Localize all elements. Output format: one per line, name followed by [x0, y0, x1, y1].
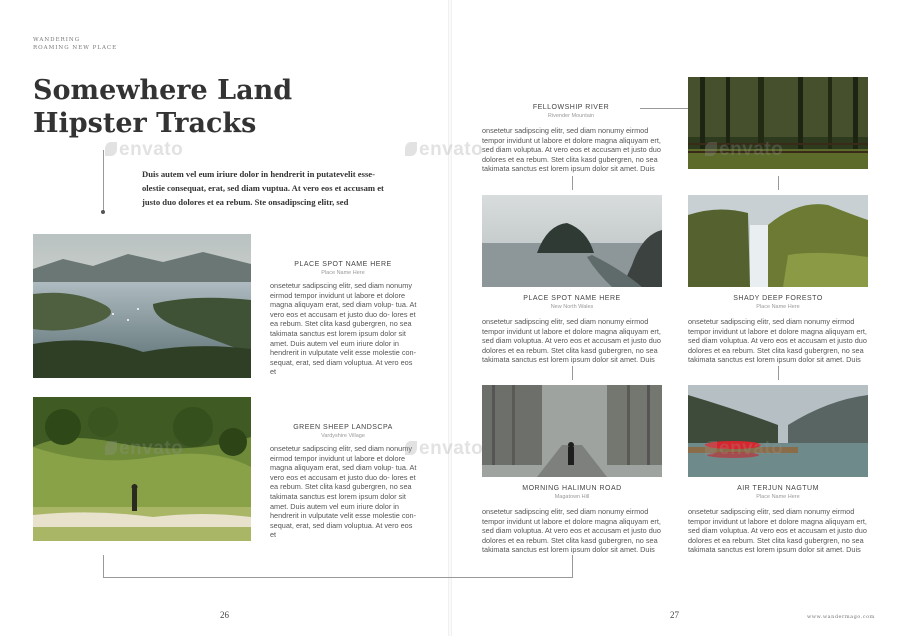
spot-body-2: onsetetur sadipscing elitr, sed diam nonumy eirmod tempor invidunt ut labore et dolore magna aliquyam erat, sed diam volup- tua. At vero eos et accusam et justo duo do- lores et ea rebum. Stet clita kasd gubergren, no sea takimata sanctus est lorem ipsum dolor sit amet. Duis autem vel eum iriure dolor in hendrerit in vulputate velit esse molestie con- sequat, erat, sed diam voluptua. At vero eos et [270, 444, 417, 540]
spot-body-4: onsetetur sadipscing elitr, sed diam nonumy eirmod tempor invidunt ut labore et dolore magna aliquyam ert, sed diam voluptua. At vero eos et accusam et justo duo dolores et ea rebum. Stet clita kasd gubergren, no sea takimata sanctus est lorem ipsum dolor sit amet. Duis [482, 317, 661, 365]
photo-lake-red-boat [688, 385, 868, 477]
headline-connector-dot [101, 210, 105, 214]
bracket-bottom [103, 577, 573, 578]
photo-forest-fence [688, 77, 868, 169]
magazine-brand [33, 36, 117, 52]
page-number-right: 27 [670, 610, 679, 620]
photo-waterfall-cliff [688, 195, 868, 287]
spot-subtitle: Place Name Here [756, 494, 800, 500]
spot-caption-1 [268, 261, 418, 276]
spot-subtitle: Magatown Hill [554, 494, 590, 500]
spot-caption-7 [688, 485, 868, 500]
spot-body-6: onsetetur sadipscing elitr, sed diam nonumy eirmod tempor invidunt ut labore et dolore magna aliquyam ert, sed diam voluptua. At vero eos et accusam et justo duo dolores et ea rebum. Stet clita kasd gubergren, no sea takimata sanctus est lorem ipsum dolor sit amet. Duis [482, 507, 661, 555]
photo-bay-landscape [33, 234, 251, 378]
page-number-left: 26 [220, 610, 229, 620]
spot-caption-2 [268, 424, 418, 439]
watermark-text: envato [719, 139, 784, 160]
brand-tagline: ROAMING NEW PLACE [33, 45, 118, 51]
spot-subtitle: Rivender Mountain [547, 113, 595, 119]
spot-title: PLACE SPOT NAME HERE [523, 295, 621, 302]
bracket-left [103, 555, 104, 577]
photo-green-sheep-field [33, 397, 251, 541]
spot-title: GREEN SHEEP LANDSCPA [293, 424, 393, 431]
spot-title: AIR TERJUN NAGTUM [737, 485, 819, 492]
photo-misty-road [482, 385, 662, 477]
connector-tick [778, 176, 779, 190]
watermark-text: envato [119, 438, 184, 459]
spot-subtitle: Place Name Here [756, 304, 800, 310]
photo-rock-island [482, 195, 662, 287]
page-gutter [448, 0, 452, 636]
connector-tick [572, 366, 573, 380]
spot-title: FELLOWSHIP RIVER [532, 104, 610, 111]
watermark-text: envato [419, 139, 484, 160]
article-headline [33, 74, 293, 140]
magazine-website: www.wandermago.com [807, 614, 875, 620]
watermark-text: envato [419, 438, 484, 459]
spot-caption-5 [688, 295, 868, 310]
spot-title: MORNING HALIMUN ROAD [522, 485, 622, 492]
spot-title: SHADY DEEP FORESTO [733, 295, 823, 302]
headline-line-1: Somewhere Land [33, 75, 293, 106]
connector-tick [778, 366, 779, 380]
intro-paragraph: Duis autem vel eum iriure dolor in hendrerit in putatevelit esse- olestie consequat, erat, sed diam vuptua. At vero eos et accusam et justo duo dolores et ea rebum. Ste onsadipscing elitr, sed [142, 169, 384, 207]
bracket-right [572, 555, 573, 577]
brand-name: WANDERING [33, 37, 81, 43]
headline-line-2: Hipster Tracks [33, 108, 257, 139]
spot-body-7: onsetetur sadipscing elitr, sed diam nonumy eirmod tempor invidunt ut labore et dolore magna aliquyam ert, sed diam voluptua. At vero eos et accusam et justo duo dolores et ea rebum. Stet clita kasd gubergren, no sea takimata sanctus est lorem ipsum dolor sit amet. Duis [688, 507, 867, 555]
connector-tick [572, 176, 573, 190]
spot-subtitle: Vardyshire Village [321, 433, 365, 439]
watermark-text: envato [719, 438, 784, 459]
spot-body-3: onsetetur sadipscing elitr, sed diam nonumy eirmod tempor invidunt ut labore et dolore magna aliquyam ert, sed diam voluptua. At vero eos et accusam et justo duo dolores et ea rebum. Stet clita kasd gubergren, no sea takimata sanctus est lorem ipsum dolor sit amet. Duis [482, 126, 661, 174]
spot-caption-6 [482, 485, 662, 500]
spot-body-5: onsetetur sadipscing elitr, sed diam nonumy eirmod tempor invidunt ut labore et dolore magna aliquyam ert, sed diam voluptua. At vero eos et accusam et justo duo dolores et ea rebum. Stet clita kasd gubergren, no sea takimata sanctus est lorem ipsum dolor sit amet. Duis [688, 317, 867, 365]
spot-caption-3 [490, 104, 652, 119]
spot-caption-4 [482, 295, 662, 310]
spot-subtitle: Place Name Here [321, 270, 365, 276]
headline-connector-line [103, 150, 104, 212]
spot-body-1: onsetetur sadipscing elitr, sed diam nonumy eirmod tempor invidunt ut labore et dolore magna aliquyam erat, sed diam volup- tua. At vero eos et accusam et justo duo do- lores et ea rebum. Stet clita kasd gubergren, no sea takimata sanctus est lorem ipsum dolor sit amet. Duis autem vel eum iriure dolor in hendrerit in vulputate velit esse molestie con- sequat, erat, sed diam voluptua. At vero eos et [270, 281, 417, 377]
spot-subtitle: New North Wales [550, 304, 594, 310]
watermark-text: envato [119, 139, 184, 160]
spot-title: PLACE SPOT NAME HERE [294, 261, 392, 268]
